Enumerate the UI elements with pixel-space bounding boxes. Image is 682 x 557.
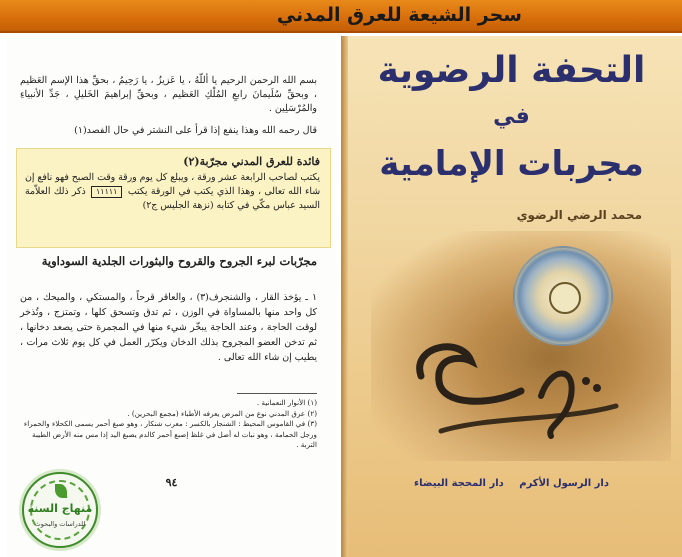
section-body: ١ ـ يؤخذ القار ، والشنجرف(٣) ، والعاقر قرحاً ، والمستكي ، والميحك ، من كل واحد منها بالمساواة في الوزن ، ثم تدق وتسحق كلها ، وتمتزج ، وتُذخر لوقت الحاجة ، وعند الحاجة يبخّر شيء منها في المجمرة حتى يصعد دخانها ، ثم تدخن العضو المجروح بذلك الدخان ويكرّر العمل في كل يوم ثلاث مرات ، يطيب إن شاء الله تعالى . [20, 292, 317, 363]
book-cover [341, 36, 682, 557]
highlight-body-after: ذكر ذلك العلاّمة السيد عباس مكّي في كتابه (نزهة الجليس ج٢) [25, 186, 320, 211]
page-number: ٩٤ [165, 476, 178, 489]
publisher-1: دار الرسول الأكرم [519, 478, 609, 489]
cover-publishers [341, 478, 682, 489]
leaf-icon [55, 484, 67, 498]
footnote-1: (١) الأنوار النعمانية . [256, 398, 317, 407]
cover-title-line1: التحفة الرضوية [377, 50, 646, 91]
highlight-body [25, 171, 320, 213]
logo-subtitle: للدراسات والبحوث [34, 520, 86, 528]
logo-name: منهاج السنة [27, 502, 93, 515]
footnote-3: (٣) في القاموس المحيط : الشنجار بالكسر : معرب شنكار ، وهو صبغ أحمر يسمى الكحلاء والحمراء ورجل الحمامة ، وهو نبات له أصل في غلظ إصبع أحمر كالدم يصبغ اليد إذا مس منه الأرض الطيبة التربة . [23, 419, 317, 449]
cover-title-line3: مجربات الإمامية [379, 144, 644, 184]
calligraphy-ornament-icon [401, 336, 631, 446]
footnote-divider [237, 393, 317, 394]
prayer-text: بسم الله الرحمن الرحيم يا أللّهُ ، يا عَزيزُ ، يا رَحِيمُ ، بحقِّ هذا الإسم العَظيم ، وبحقِّ سُلَيمانَ رابعِ المُلْكِ العَظيم ، وبحقِّ إبراهيمَ الخَليلِ ، جَدِّ الأنبياءِ والمُرْسَلِين . [20, 75, 317, 114]
rosette-ornament-icon [513, 246, 613, 346]
footnotes [20, 398, 317, 451]
highlight-body-before: يكتب لصاحب الرابعة عشر ورقة ، ويبلع كل يوم ورقة وقت الصبح فهو نافع إن شاء الله تعالى ، وهذا الذي يكتب في الورقة يكتب [25, 172, 320, 197]
symbol-box: ١١١١١ [91, 186, 122, 198]
cover-author: محمد الرضي الرضوي [516, 208, 642, 222]
highlighted-passage [16, 148, 331, 248]
site-logo [22, 472, 98, 548]
note-line: قال رحمه الله وهذا ينفع إذا قرأ على النشتر في حال الفصد(١) [74, 125, 317, 136]
footnote-2: (٢) عرق المدني نوع من المرض يعرفه الأطباء (مجمع البحرين) . [127, 408, 317, 418]
rosette-center [549, 282, 581, 314]
section-title: مجرّبات لبرء الجروح والقروح والبثورات الجلدية السوداوية [41, 254, 317, 268]
cover-title-line2: في [493, 104, 530, 129]
title-banner [0, 0, 682, 33]
banner-title: سحر الشيعة للعرق المدني [276, 4, 522, 26]
publisher-2: دار المحجة البيضاء [414, 478, 504, 489]
highlight-title: فائدة للعرق المدني مجرّبة(٢) [183, 155, 320, 168]
